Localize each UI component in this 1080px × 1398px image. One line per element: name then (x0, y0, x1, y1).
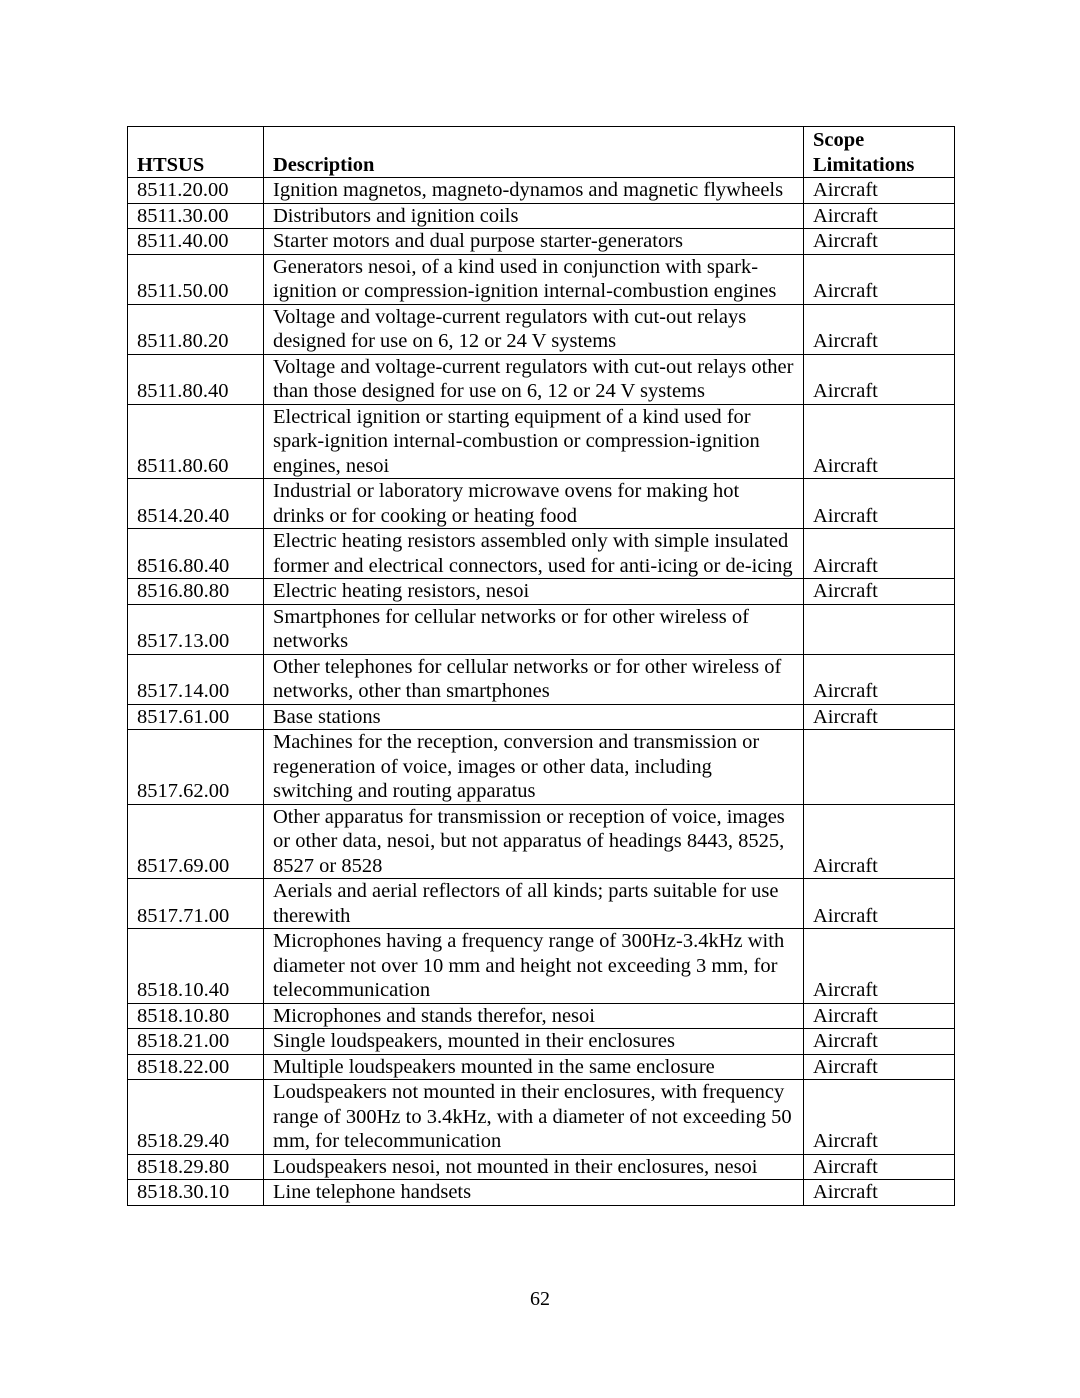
htsus-code-cell: 8511.30.00 (128, 203, 264, 229)
scope-limitation-cell: Aircraft (804, 254, 955, 304)
scope-limitation-cell: Aircraft (804, 1054, 955, 1080)
htsus-code-cell: 8514.20.40 (128, 479, 264, 529)
description-cell: Voltage and voltage-current regulators with cut-out relays other than those designed for use on 6, 12 or 24 V systems (264, 354, 804, 404)
htsus-code-cell: 8516.80.80 (128, 579, 264, 605)
scope-limitation-cell: Aircraft (804, 1080, 955, 1155)
scope-limitation-cell: Aircraft (804, 654, 955, 704)
header-htsus: HTSUS (128, 127, 264, 178)
table-row (128, 203, 955, 229)
scope-limitation-cell: Aircraft (804, 229, 955, 255)
scope-limitation-cell (804, 604, 955, 654)
table-row (128, 804, 955, 879)
scope-limitation-cell: Aircraft (804, 704, 955, 730)
htsus-code-cell: 8511.80.60 (128, 404, 264, 479)
description-cell: Base stations (264, 704, 804, 730)
description-cell: Smartphones for cellular networks or for other wireless of networks (264, 604, 804, 654)
htsus-code-cell: 8518.29.40 (128, 1080, 264, 1155)
description-cell: Starter motors and dual purpose starter-generators (264, 229, 804, 255)
htsus-code-cell: 8517.71.00 (128, 879, 264, 929)
htsus-code-cell: 8517.61.00 (128, 704, 264, 730)
scope-limitation-cell: Aircraft (804, 1003, 955, 1029)
htsus-code-cell: 8518.10.80 (128, 1003, 264, 1029)
htsus-code-cell: 8517.69.00 (128, 804, 264, 879)
header-description: Description (264, 127, 804, 178)
scope-limitation-cell: Aircraft (804, 804, 955, 879)
htsus-code-cell: 8511.50.00 (128, 254, 264, 304)
tariff-table (127, 126, 955, 1206)
table-row (128, 730, 955, 805)
table-row (128, 929, 955, 1004)
table-row (128, 1154, 955, 1180)
htsus-code-cell: 8511.80.20 (128, 304, 264, 354)
table-row (128, 254, 955, 304)
table-row (128, 704, 955, 730)
table-row (128, 479, 955, 529)
htsus-code-cell: 8511.20.00 (128, 178, 264, 204)
description-cell: Ignition magnetos, magneto-dynamos and magnetic flywheels (264, 178, 804, 204)
scope-limitation-cell: Aircraft (804, 1180, 955, 1206)
description-cell: Line telephone handsets (264, 1180, 804, 1206)
description-cell: Multiple loudspeakers mounted in the same enclosure (264, 1054, 804, 1080)
description-cell: Single loudspeakers, mounted in their enclosures (264, 1029, 804, 1055)
scope-limitation-cell: Aircraft (804, 1029, 955, 1055)
description-cell: Aerials and aerial reflectors of all kinds; parts suitable for use therewith (264, 879, 804, 929)
scope-limitation-cell: Aircraft (804, 479, 955, 529)
description-cell: Voltage and voltage-current regulators with cut-out relays designed for use on 6, 12 or 24 V systems (264, 304, 804, 354)
scope-limitation-cell: Aircraft (804, 304, 955, 354)
htsus-code-cell: 8518.29.80 (128, 1154, 264, 1180)
table-row (128, 1080, 955, 1155)
scope-limitation-cell: Aircraft (804, 404, 955, 479)
table-body (128, 178, 955, 1206)
description-cell: Generators nesoi, of a kind used in conjunction with spark-ignition or compression-ignition internal-combustion engines (264, 254, 804, 304)
scope-limitation-cell: Aircraft (804, 579, 955, 605)
table-row (128, 304, 955, 354)
description-cell: Electric heating resistors, nesoi (264, 579, 804, 605)
htsus-code-cell: 8516.80.40 (128, 529, 264, 579)
table-row (128, 579, 955, 605)
description-cell: Loudspeakers nesoi, not mounted in their enclosures, nesoi (264, 1154, 804, 1180)
table-row (128, 229, 955, 255)
page-number: 62 (530, 1288, 550, 1310)
table-row (128, 1054, 955, 1080)
htsus-code-cell: 8518.22.00 (128, 1054, 264, 1080)
table-row (128, 604, 955, 654)
scope-limitation-cell (804, 730, 955, 805)
scope-limitation-cell: Aircraft (804, 178, 955, 204)
scope-limitation-cell: Aircraft (804, 354, 955, 404)
htsus-code-cell: 8517.14.00 (128, 654, 264, 704)
table-row (128, 404, 955, 479)
htsus-code-cell: 8517.62.00 (128, 730, 264, 805)
scope-limitation-cell: Aircraft (804, 1154, 955, 1180)
table-row (128, 1029, 955, 1055)
table-row (128, 1180, 955, 1206)
table-row (128, 354, 955, 404)
scope-limitation-cell: Aircraft (804, 529, 955, 579)
description-cell: Other telephones for cellular networks or for other wireless of networks, other than smartphones (264, 654, 804, 704)
description-cell: Other apparatus for transmission or reception of voice, images or other data, nesoi, but not apparatus of headings 8443, 8525, 8527 or 8528 (264, 804, 804, 879)
table-header (128, 127, 955, 178)
htsus-code-cell: 8518.21.00 (128, 1029, 264, 1055)
table-row (128, 879, 955, 929)
scope-limitation-cell: Aircraft (804, 879, 955, 929)
description-cell: Loudspeakers not mounted in their enclosures, with frequency range of 300Hz to 3.4kHz, with a diameter of not exceeding 50 mm, for telecommunication (264, 1080, 804, 1155)
htsus-code-cell: 8518.30.10 (128, 1180, 264, 1206)
scope-limitation-cell: Aircraft (804, 929, 955, 1004)
htsus-code-cell: 8517.13.00 (128, 604, 264, 654)
header-row (128, 127, 955, 178)
scope-limitation-cell: Aircraft (804, 203, 955, 229)
description-cell: Distributors and ignition coils (264, 203, 804, 229)
description-cell: Industrial or laboratory microwave ovens for making hot drinks or for cooking or heating food (264, 479, 804, 529)
table-row (128, 178, 955, 204)
table-row (128, 654, 955, 704)
table-row (128, 529, 955, 579)
table-row (128, 1003, 955, 1029)
description-cell: Machines for the reception, conversion and transmission or regeneration of voice, images or other data, including switching and routing apparatus (264, 730, 804, 805)
htsus-code-cell: 8511.80.40 (128, 354, 264, 404)
description-cell: Microphones and stands therefor, nesoi (264, 1003, 804, 1029)
htsus-code-cell: 8511.40.00 (128, 229, 264, 255)
header-scope-limitations: Scope Limitations (804, 127, 955, 178)
description-cell: Electrical ignition or starting equipment of a kind used for spark-ignition internal-combustion or compression-ignition engines, nesoi (264, 404, 804, 479)
description-cell: Electric heating resistors assembled only with simple insulated former and electrical connectors, used for anti-icing or de-icing (264, 529, 804, 579)
description-cell: Microphones having a frequency range of 300Hz-3.4kHz with diameter not over 10 mm and height not exceeding 3 mm, for telecommunication (264, 929, 804, 1004)
htsus-code-cell: 8518.10.40 (128, 929, 264, 1004)
